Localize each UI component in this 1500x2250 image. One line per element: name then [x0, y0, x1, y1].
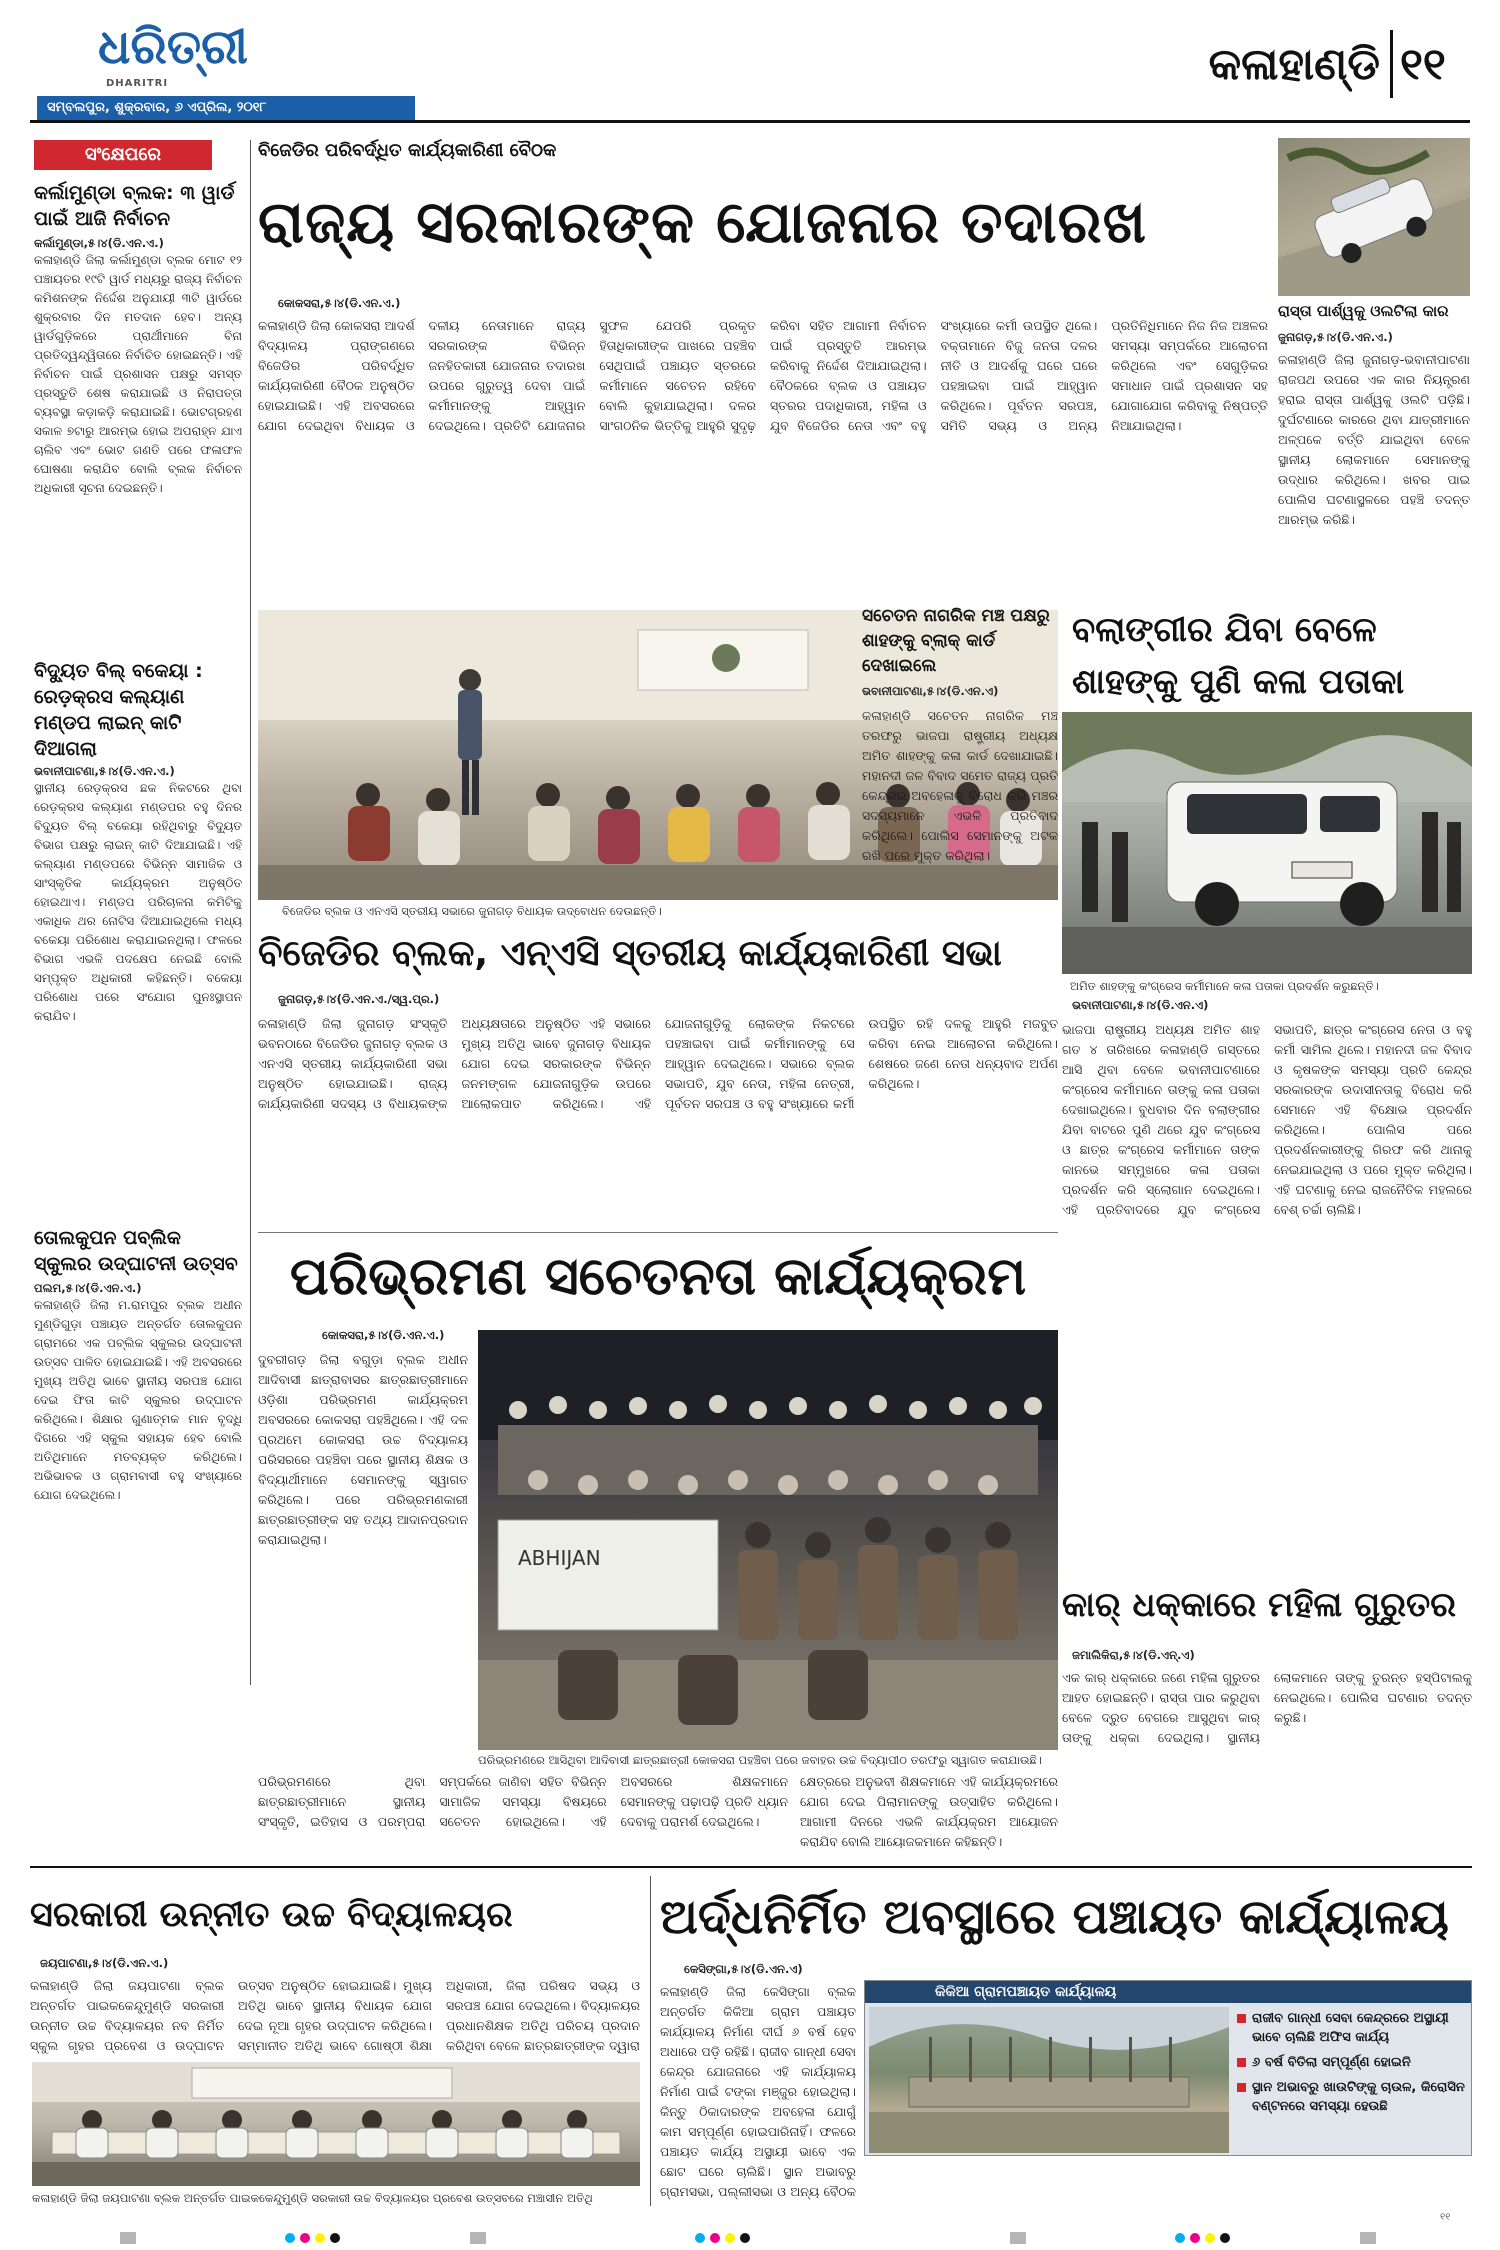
brief-title: କର୍ଲାମୁଣ୍ଡା ବ୍ଲକ: ୩ ୱାର୍ଡ ପାଇଁ ଆଜି ନିର୍ବାଚନ	[34, 182, 235, 230]
panchayat-info-box	[864, 1980, 1472, 2156]
school-stage-photo-image	[32, 2062, 640, 2186]
masthead	[0, 0, 1500, 125]
masthead-rule	[30, 120, 1470, 123]
school-body: କଳାହାଣ୍ଡି ଜିଲା ଜୟପାଟଣା ବ୍ଲକ ଅନ୍ତର୍ଗତ ପାଇକକେନ୍ଦୁମୁଣ୍ଡି ସରକାରୀ ଉନ୍ନୀତ ଉଚ୍ଚ ବିଦ୍ୟାଳୟର ନବ ନିର୍ମିତ ସ୍କୁଲ ଗୃହର ପ୍ରବେଶ ଓ ଉଦ୍‌ଘାଟନ ଉତ୍ସବ ଅନୁଷ୍ଠିତ ହୋଇଯାଇଛି। ମୁଖ୍ୟ ଅତିଥି ଭାବେ ସ୍ଥାନୀୟ ବିଧାୟକ ଯୋଗ ଦେଇ ନୂଆ ଗୃହର ଉଦ୍‌ଘାଟନ କରିଥିଲେ। ସମ୍ମାନୀତ ଅତିଥି ଭାବେ ଗୋଷ୍ଠୀ ଶିକ୍ଷା ଅଧିକାରୀ, ଜିଲା ପରିଷଦ ସଭ୍ୟ ଓ ସରପଞ୍ଚ ଯୋଗ ଦେଇଥିଲେ। ବିଦ୍ୟାଳୟର ପ୍ରଧାନଶିକ୍ଷକ ଅତିଥି ପରିଚୟ ପ୍ରଦାନ କରିଥିବା ବେଳେ ଛାତ୍ରଛାତ୍ରୀଙ୍କ ଦ୍ୱାରା	[30, 1978, 640, 2053]
bjd-block-headline: ବିଜେଡିର ବ୍ଲକ, ଏନ୍‌ଏସି ସ୍ତରୀୟ କାର୍ଯ୍ୟକାରିଣୀ ସଭା	[258, 933, 1002, 974]
brief-item	[34, 658, 242, 1218]
lead-headline: ରାଜ୍ୟ ସରକାରଙ୍କ ଯୋଜନାର ତଦାରଖ	[258, 188, 1147, 256]
car-photo-graphic	[1278, 138, 1470, 296]
sachetan-dateline: ଭବାନୀପାଟଣା,୫।୪(ଡି.ଏନ.ଏ)	[862, 684, 999, 698]
sachetan-body: କଳାହାଣ୍ଡି ସଚେତନ ନାଗରିକ ମଞ୍ଚ ତରଫରୁ ଭାଜପା ରାଷ୍ଟ୍ରୀୟ ଅଧ୍ୟକ୍ଷ ଅମିତ ଶାହଙ୍କୁ କଳା କାର୍ଡ ଦେଖାଯାଇଛି। ମହାନଦୀ ଜଳ ବିବାଦ ସମେତ ରାଜ୍ୟ ପ୍ରତି କେନ୍ଦ୍ରର ଅବହେଳାକୁ ବିରୋଧ କରି ମଞ୍ଚର ସଦସ୍ୟମାନେ ଏଭଳି ପ୍ରତିବାଦ କରିଥିଲେ। ପୋଲିସ ସେମାନଙ୍କୁ ଅଟକ ରଖି ପରେ ମୁକ୍ତ କରିଥିଲା।	[862, 708, 1058, 863]
header-divider	[1390, 30, 1393, 98]
page-number: ୧୧	[1400, 39, 1446, 90]
sachetan-headline: ସଚେତନ ନାଗରିକ ମଞ୍ଚ ପକ୍ଷରୁ ଶାହଙ୍କୁ ବ୍ଲାକ୍ କାର୍ଡ ଦେଖାଇଲେ	[862, 606, 1050, 676]
shah-headline: ବଲାଙ୍ଗୀର ଯିବା ବେଳେ ଶାହଙ୍କୁ ପୁଣି କଳା ପତାକା	[1072, 610, 1405, 702]
brief-label: ସଂକ୍ଷେପରେ	[84, 144, 162, 165]
shah-photo	[1062, 712, 1472, 974]
footer-page-code: ୧୧	[1440, 2212, 1451, 2223]
panchayat-body-bottom	[864, 2160, 1472, 2208]
panchayat-headline: ଅର୍ଦ୍ଧନିର୍ମିତ ଅବସ୍ଥାରେ ପଞ୍ଚାୟତ କାର୍ଯ୍ୟାଳୟ	[660, 1889, 1449, 1945]
tour-body-right: କ୍ଷେତ୍ରରେ ଅନୁଭବୀ ଶିକ୍ଷକମାନେ ଏହି କାର୍ଯ୍ୟକ୍ରମରେ ଯୋଗ ଦେଇ ପିଲାମାନଙ୍କୁ ଉତ୍ସାହିତ କରିଥିଲେ। ଆଗାମୀ ଦିନରେ ଏଭଳି କାର୍ଯ୍ୟକ୍ରମ ଆୟୋଜନ କରାଯିବ ବୋଲି ଆୟୋଜକମାନେ କହିଛନ୍ତି।	[800, 1774, 1058, 1849]
tour-photo	[478, 1330, 1058, 1750]
section-name: କଳାହାଣ୍ଡି	[1208, 39, 1380, 90]
lead-photo-caption: ବିଜେଡିର ବ୍ଲକ ଓ ଏନଏସି ସ୍ତରୀୟ ସଭାରେ ଜୁନାଗଡ଼ ବିଧାୟକ ଉଦ୍‌ବୋଧନ ଦେଉଛନ୍ତି।	[282, 904, 662, 918]
shah-photo-graphic	[1062, 712, 1472, 974]
panchayat-bullet	[1237, 2009, 1467, 2047]
woman-body: ଏକ କାର୍ ଧକ୍କାରେ ଜଣେ ମହିଳା ଗୁରୁତର ଆହତ ହୋଇଛନ୍ତି। ରାସ୍ତା ପାର କରୁଥିବା ବେଳେ ଦ୍ରୁତ ବେଗରେ ଆସୁଥିବା କାର୍ ତାଙ୍କୁ ଧକ୍କା ଦେଇଥିଲା। ସ୍ଥାନୀୟ ଲୋକମାନେ ତାଙ୍କୁ ତୁରନ୍ତ ହସ୍ପିଟାଲକୁ ନେଇଥିଲେ। ପୋଲିସ ଘଟଣାର ତଦନ୍ତ କରୁଛି।	[1062, 1670, 1472, 1745]
bjd-block-dateline: ଜୁନାଗଡ଼,୫।୪(ଡି.ଏନ.ଏ./ସ୍ୱ.ପ୍ର.)	[278, 992, 440, 1006]
brief-body: କଳାହାଣ୍ଡି ଜିଲା କର୍ଲାମୁଣ୍ଡା ବ୍ଲକ ମୋଟ ୧୨ ପଞ୍ଚାୟତର ୧୯ଟି ୱାର୍ଡ ମଧ୍ୟରୁ ରାଜ୍ୟ ନିର୍ବାଚନ କମିଶନଙ୍କ ନିର୍ଦ୍ଦେଶ ଅନୁଯାୟୀ ୩ଟି ୱାର୍ଡରେ ଶୁକ୍ରବାର ଦିନ ମତଦାନ ହେବ। ଅନ୍ୟ ୱାର୍ଡଗୁଡ଼ିକରେ ପ୍ରାର୍ଥୀମାନେ ବିନା ପ୍ରତିଦ୍ୱନ୍ଦ୍ୱିତାରେ ନିର୍ବାଚିତ ହୋଇଛନ୍ତି। ଏହି ନିର୍ବାଚନ ପାଇଁ ପ୍ରଶାସନ ପକ୍ଷରୁ ସମସ୍ତ ପ୍ରସ୍ତୁତି ଶେଷ କରାଯାଇଛି ଓ ନିରାପତ୍ତା ବ୍ୟବସ୍ଥା କଡ଼ାକଡ଼ି କରାଯାଇଛି। ଭୋଟଗ୍ରହଣ ସକାଳ ୭ଟାରୁ ଆରମ୍ଭ ହୋଇ ଅପରାହ୍ନ ଯାଏ ଚାଲିବ ଏବଂ ଭୋଟ ଗଣତି ପରେ ଫଳାଫଳ ଘୋଷଣା କରାଯିବ ବୋଲି ବ୍ଲକ ନିର୍ବାଚନ ଅଧିକାରୀ ସୂଚନା ଦେଇଛନ୍ତି।	[34, 253, 242, 495]
bjd-block-body: କଳାହାଣ୍ଡି ଜିଲା ଜୁନାଗଡ଼ ସଂସ୍କୃତି ଭବନଠାରେ ବିଜେଡିର ଜୁନାଗଡ଼ ବ୍ଲକ ଓ ଏନଏସି ସ୍ତରୀୟ କାର୍ଯ୍ୟକାରିଣୀ ସଭା ଅନୁଷ୍ଠିତ ହୋଇଯାଇଛି। ରାଜ୍ୟ କାର୍ଯ୍ୟକାରିଣୀ ସଦସ୍ୟ ଓ ବିଧାୟକଙ୍କ ଅଧ୍ୟକ୍ଷତାରେ ଅନୁଷ୍ଠିତ ଏହି ସଭାରେ ମୁଖ୍ୟ ଅତିଥି ଭାବେ ଜୁନାଗଡ଼ ବିଧାୟକ ଯୋଗ ଦେଇ ସରକାରଙ୍କ ବିଭିନ୍ନ ଜନମଙ୍ଗଳ ଯୋଜନାଗୁଡ଼ିକ ଉପରେ ଆଲୋକପାତ କରିଥିଲେ। ଏହି ଯୋଜନାଗୁଡ଼ିକୁ ଲୋକଙ୍କ ନିକଟରେ ପହଞ୍ଚାଇବା ପାଇଁ କର୍ମୀମାନଙ୍କୁ ସେ ଆହ୍ୱାନ ଦେଇଥିଲେ। ସଭାରେ ବ୍ଲକ ସଭାପତି, ଯୁବ ନେତା, ମହିଳା ନେତ୍ରୀ, ପୂର୍ବତନ ସରପଞ୍ଚ ଓ ବହୁ ସଂଖ୍ୟାରେ କର୍ମୀ ଉପସ୍ଥିତ ରହି ଦଳକୁ ଆହୁରି ମଜବୁତ କରିବା ନେଇ ଆଲୋଚନା କରିଥିଲେ। ଶେଷରେ ଜଣେ ନେତା ଧନ୍ୟବାଦ ଅର୍ପଣ କରିଥିଲେ।	[258, 1016, 1058, 1111]
brief-item	[34, 1225, 242, 1685]
panchayat-box-title: କିକିଆ ଗ୍ରାମପଞ୍ଚାୟତ କାର୍ଯ୍ୟାଳୟ	[865, 1981, 1471, 2003]
tour-body-left: ଦୁବରୀଗଡ଼ ଜିଲା ବଗୁଡ଼ା ବ୍ଲକ ଅଧୀନ ଆଦିବାସୀ ଛାତ୍ରାବାସର ଛାତ୍ରଛାତ୍ରୀମାନେ ଓଡ଼ିଶା ପରିଭ୍ରମଣ କାର୍ଯ୍ୟକ୍ରମ ଅବସରରେ କୋକସରା ପହଞ୍ଚିଥିଲେ। ଏହି ଦଳ ପ୍ରଥମେ କୋକସରା ଉଚ୍ଚ ବିଦ୍ୟାଳୟ ପରିସରରେ ପହଞ୍ଚିବା ପରେ ସ୍ଥାନୀୟ ଶିକ୍ଷକ ଓ ବିଦ୍ୟାର୍ଥୀମାନେ ସେମାନଙ୍କୁ ସ୍ୱାଗତ କରିଥିଲେ। ପରେ ପରିଭ୍ରମଣକାରୀ ଛାତ୍ରଛାତ୍ରୀଙ୍କ ସହ ତଥ୍ୟ ଆଦାନପ୍ରଦାନ କରାଯାଇଥିଲା।	[258, 1352, 468, 1547]
shah-dateline: ଭବାନୀପାଟଣା,୫।୪(ଡି.ଏନ.ଏ)	[1072, 998, 1209, 1012]
car-photo	[1278, 138, 1470, 296]
column-rule	[250, 140, 251, 1685]
register-marks-graphic	[0, 2228, 1500, 2246]
tour-headline: ପରିଭ୍ରମଣ ସଚେତନତା କାର୍ଯ୍ୟକ୍ରମ	[289, 1247, 1027, 1307]
panchayat-dateline: କେସିଙ୍ଗା,୫।୪(ଡି.ଏନ.ଏ)	[684, 1962, 803, 1976]
bullet-square-icon	[1237, 2014, 1246, 2023]
brief-dateline: କର୍ଲାମୁଣ୍ଡା,୫।୪(ଡି.ଏନ.ଏ.)	[34, 236, 164, 250]
panchayat-bullet	[1237, 2053, 1467, 2072]
shah-body: ଭାଜପା ରାଷ୍ଟ୍ରୀୟ ଅଧ୍ୟକ୍ଷ ଅମିତ ଶାହ ଗତ ୪ ତାରିଖରେ କଳାହାଣ୍ଡି ଗସ୍ତରେ ଆସି ଥିବା ବେଳେ ଭବାନୀପାଟଣାରେ କଂଗ୍ରେସ କର୍ମୀମାନେ ତାଙ୍କୁ କଳା ପତାକା ଦେଖାଇଥିଲେ। ବୁଧବାର ଦିନ ବଲାଙ୍ଗୀର ଯିବା ବାଟରେ ପୁଣି ଥରେ ଯୁବ କଂଗ୍ରେସ ଓ ଛାତ୍ର କଂଗ୍ରେସ କର୍ମୀମାନେ ତାଙ୍କ କାନଭେ ସମ୍ମୁଖରେ କଳା ପତାକା ପ୍ରଦର୍ଶନ କରି ସ୍ଲୋଗାନ ଦେଇଥିଲେ। ଏହି ପ୍ରତିବାଦରେ ଯୁବ କଂଗ୍ରେସ ସଭାପତି, ଛାତ୍ର କଂଗ୍ରେସ ନେତା ଓ ବହୁ କର୍ମୀ ସାମିଲ ଥିଲେ। ମହାନଦୀ ଜଳ ବିବାଦ ଓ କୃଷକଙ୍କ ସମସ୍ୟା ପ୍ରତି କେନ୍ଦ୍ର ସରକାରଙ୍କ ଉଦାସୀନତାକୁ ବିରୋଧ କରି ସେମାନେ ଏହି ବିକ୍ଷୋଭ ପ୍ରଦର୍ଶନ କରିଥିଲେ। ପୋଲିସ ପରେ ପ୍ରଦର୍ଶନକାରୀଙ୍କୁ ଗିରଫ କରି ଥାନାକୁ ନେଇଯାଇଥିଲା ଓ ପରେ ମୁକ୍ତ କରିଥିଲା। ଏହି ଘଟଣାକୁ ନେଇ ରାଜନୈତିକ ମହଲରେ ବେଶ୍ ଚର୍ଚ୍ଚା ଚାଲିଛି।	[1062, 1022, 1472, 1217]
school-dateline: ଜୟପାଟଣା,୫।୪(ଡି.ଏନ.ଏ.)	[40, 1956, 169, 1970]
car-body: କଳାହାଣ୍ଡି ଜିଲା ଜୁନାଗଡ଼-ଭବାନୀପାଟଣା ରାଜପଥ ଉପରେ ଏକ କାର ନିୟନ୍ତ୍ରଣ ହରାଇ ରାସ୍ତା ପାର୍ଶ୍ୱକୁ ଓଲଟି ପଡ଼ିଛି। ଦୁର୍ଘଟଣାରେ କାରରେ ଥିବା ଯାତ୍ରୀମାନେ ଅଳ୍ପକେ ବର୍ତ୍ତି ଯାଇଥିବା ବେଳେ ସ୍ଥାନୀୟ ଲୋକମାନେ ସେମାନଙ୍କୁ ଉଦ୍ଧାର କରିଥିଲେ। ଖବର ପାଇ ପୋଲିସ ଘଟଣାସ୍ଥଳରେ ପହଞ୍ଚି ତଦନ୍ତ ଆରମ୍ଭ କରିଛି।	[1278, 352, 1470, 527]
section-rule	[258, 1232, 1058, 1233]
masthead-dateline: ସମ୍ବଲପୁର, ଶୁକ୍ରବାର, ୬ ଏପ୍ରିଲ, ୨୦୧୮	[47, 100, 267, 115]
brief-label-box	[34, 140, 212, 170]
brief-title: ତୋଲକୁପନ ପବ୍ଲିକ ସ୍କୁଲର ଉଦ୍‌ଘାଟନୀ ଉତ୍ସବ	[34, 1227, 238, 1275]
bullet-square-icon	[1237, 2083, 1246, 2092]
panchayat-bullet-text: ୬ ବର୍ଷ ବିତିଲା ସମ୍ପୂର୍ଣ୍ଣ ହୋଇନି	[1252, 2055, 1411, 2070]
tour-dateline: କୋକସରା,୫।୪(ଡି.ଏନ.ଏ.)	[322, 1328, 445, 1342]
brief-body: ସ୍ଥାନୀୟ ରେଡ଼କ୍ରସ ଛକ ନିକଟରେ ଥିବା ରେଡ଼କ୍ରସ କଲ୍ୟାଣ ମଣ୍ଡପର ବହୁ ଦିନର ବିଦ୍ୟୁତ ବିଲ୍ ବକେୟା ରହିଥିବାରୁ ବିଦ୍ୟୁତ ବିଭାଗ ପକ୍ଷରୁ ଲାଇନ୍ କାଟି ଦିଆଯାଇଛି। ଏହି କଲ୍ୟାଣ ମଣ୍ଡପରେ ବିଭିନ୍ନ ସାମାଜିକ ଓ ସାଂସ୍କୃତିକ କାର୍ଯ୍ୟକ୍ରମ ଅନୁଷ୍ଠିତ ହୋଇଥାଏ। ମଣ୍ଡପ ପରିଚାଳନା କମିଟିକୁ ଏକାଧିକ ଥର ନୋଟିସ ଦିଆଯାଇଥିଲେ ମଧ୍ୟ ବକେୟା ପରିଶୋଧ କରାଯାଇନଥିଲା। ଫଳରେ ବିଭାଗ ଏଭଳି ପଦକ୍ଷେପ ନେଇଛି ବୋଲି ସମ୍ପୃକ୍ତ ଅଧିକାରୀ କହିଛନ୍ତି। ବକେୟା ପରିଶୋଧ ପରେ ସଂଯୋଗ ପୁନଃସ୍ଥାପନ କରାଯିବ।	[34, 781, 242, 1023]
lead-kicker: ବିଜେଡିର ପରିବର୍ଦ୍ଧିତ କାର୍ଯ୍ୟକାରିଣୀ ବୈଠକ	[258, 140, 557, 161]
bottom-section-rule	[30, 1866, 1472, 1868]
tour-photo-caption: ପରିଭ୍ରମଣରେ ଆସିଥିବା ଆଦିବାସୀ ଛାତ୍ରଛାତ୍ରୀ କୋକସରା ପହଞ୍ଚିବା ପରେ ଜବାହର ଉଚ୍ଚ ବିଦ୍ୟାପୀଠ ତରଫରୁ ସ୍ୱାଗତ କରାଯାଉଛି।	[478, 1753, 1042, 1767]
svg-text:ABHIJAN: ABHIJAN	[518, 1546, 601, 1570]
shah-photo-caption: ଅମିତ ଶାହଙ୍କୁ କଂଗ୍ରେସ କର୍ମୀମାନେ କଳା ପତାକା ପ୍ରଦର୍ଶନ କରୁଛନ୍ତି।	[1070, 979, 1379, 993]
panchayat-body: କଳାହାଣ୍ଡି ଜିଲା କେସିଙ୍ଗା ବ୍ଲକ ଅନ୍ତର୍ଗତ କିକିଆ ଗ୍ରାମ ପଞ୍ଚାୟତ କାର୍ଯ୍ୟାଳୟ ନିର୍ମାଣ ଦୀର୍ଘ ୬ ବର୍ଷ ହେବ ଅଧାରେ ପଡ଼ି ରହିଛି। ରାଜୀବ ଗାନ୍ଧୀ ସେବା କେନ୍ଦ୍ର ଯୋଜନାରେ ଏହି କାର୍ଯ୍ୟାଳୟ ନିର୍ମାଣ ପାଇଁ ଟଙ୍କା ମଞ୍ଜୁର ହୋଇଥିଲା। କିନ୍ତୁ ଠିକାଦାରଙ୍କ ଅବହେଳା ଯୋଗୁଁ କାମ ସମ୍ପୂର୍ଣ୍ଣ ହୋଇପାରିନାହିଁ। ଫଳରେ ପଞ୍ଚାୟତ କାର୍ଯ୍ୟ ଅସ୍ଥାୟୀ ଭାବେ ଏକ ଛୋଟ ଘରେ ଚାଲିଛି। ସ୍ଥାନ ଅଭାବରୁ ଗ୍ରାମସଭା, ପଲ୍ଲୀସଭା ଓ ଅନ୍ୟ ବୈଠକ	[660, 1984, 856, 2199]
lead-body: କଳାହାଣ୍ଡି ଜିଲା କୋକସରା ଆଦର୍ଶ ବିଦ୍ୟାଳୟ ପ୍ରାଙ୍ଗଣରେ ବିଜେଡିର ପରିବର୍ଦ୍ଧିତ କାର୍ଯ୍ୟକାରିଣୀ ବୈଠକ ଅନୁଷ୍ଠିତ ହୋଇଯାଇଛି। ଏହି ଅବସରରେ ଯୋଗ ଦେଇଥିବା ବିଧାୟକ ଓ ଦଳୀୟ ନେତାମାନେ ରାଜ୍ୟ ସରକାରଙ୍କ ବିଭିନ୍ନ ଜନହିତକାରୀ ଯୋଜନାର ତଦାରଖ ଉପରେ ଗୁରୁତ୍ୱ ଦେବା ପାଇଁ କର୍ମୀମାନଙ୍କୁ ଆହ୍ୱାନ ଦେଇଥିଲେ। ପ୍ରତିଟି ଯୋଜନାର ସୁଫଳ ଯେପରି ପ୍ରକୃତ ହିତାଧିକାରୀଙ୍କ ପାଖରେ ପହଞ୍ଚିବ ସେଥିପାଇଁ ପଞ୍ଚାୟତ ସ୍ତରରେ କର୍ମୀମାନେ ସଚେତନ ରହିବେ ବୋଲି କୁହାଯାଇଥିଲା। ଦଳର ସାଂଗଠନିକ ଭିତ୍ତିକୁ ଆହୁରି ସୁଦୃଢ଼ କରିବା ସହିତ ଆଗାମୀ ନିର୍ବାଚନ ପାଇଁ ପ୍ରସ୍ତୁତି ଆରମ୍ଭ କରିବାକୁ ନିର୍ଦ୍ଦେଶ ଦିଆଯାଇଥିଲା। ବୈଠକରେ ବ୍ଲକ ଓ ପଞ୍ଚାୟତ ସ୍ତରର ପଦାଧିକାରୀ, ମହିଳା ଓ ଯୁବ ବିଜେଡିର ନେତା ଏବଂ ବହୁ ସଂଖ୍ୟାରେ କର୍ମୀ ଉପସ୍ଥିତ ଥିଲେ। ବକ୍ତାମାନେ ବିଜୁ ଜନତା ଦଳର ନୀତି ଓ ଆଦର୍ଶକୁ ଘରେ ଘରେ ପହଞ୍ଚାଇବା ପାଇଁ ଆହ୍ୱାନ କରିଥିଲେ। ପୂର୍ବତନ ସରପଞ୍ଚ, ସମିତି ସଭ୍ୟ ଓ ଅନ୍ୟ ପ୍ରତିନିଧିମାନେ ନିଜ ନିଜ ଅଞ୍ଚଳର ସମସ୍ୟା ସମ୍ପର୍କରେ ଆଲୋଚନା କରିଥିଲେ ଏବଂ ସେଗୁଡ଼ିକର ସମାଧାନ ପାଇଁ ପ୍ରଶାସନ ସହ ଯୋଗାଯୋଗ କରିବାକୁ ନିଷ୍ପତ୍ତି ନିଆଯାଇଥିଲା।	[258, 318, 1268, 433]
tour-body-mid: ପରିଭ୍ରମଣରେ ଥିବା ଛାତ୍ରଛାତ୍ରୀମାନେ ସ୍ଥାନୀୟ ସଂସ୍କୃତି, ଇତିହାସ ଓ ପରମ୍ପରା ସମ୍ପର୍କରେ ଜାଣିବା ସହିତ ବିଭିନ୍ନ ସାମାଜିକ ସମସ୍ୟା ବିଷୟରେ ସଚେତନ ହୋଇଥିଲେ। ଏହି ଅବସରରେ ଶିକ୍ଷକମାନେ ସେମାନଙ୍କୁ ପଢ଼ାପଢ଼ି ପ୍ରତି ଧ୍ୟାନ ଦେବାକୁ ପରାମର୍ଶ ଦେଇଥିଲେ।	[258, 1774, 788, 1829]
brief-item	[34, 180, 242, 650]
print-register-marks	[0, 2228, 1500, 2246]
panchayat-photo-image	[869, 2007, 1229, 2153]
woman-headline: କାର୍ ଧକ୍କାରେ ମହିଳା ଗୁରୁତର	[1062, 1585, 1457, 1625]
tour-photo-graphic	[478, 1330, 1058, 1750]
dateline-band	[37, 96, 415, 120]
car-photo-caption: ରାସ୍ତା ପାର୍ଶ୍ୱକୁ ଓଲଟିଲା କାର	[1278, 302, 1449, 320]
panchayat-bullet	[1237, 2078, 1467, 2116]
logo: ଧରିତ୍ରୀ	[98, 19, 248, 75]
school-photo-caption: କଳାହାଣ୍ଡି ଜିଲା ଜୟପାଟଣା ବ୍ଲକ ଅନ୍ତର୍ଗତ ପାଇକକେନ୍ଦୁମୁଣ୍ଡି ସରକାରୀ ଉଚ୍ଚ ବିଦ୍ୟାଳୟର ପ୍ରବେଶ ଉତ୍ସବରେ ମଞ୍ଚାସୀନ ଅତିଥି	[32, 2191, 593, 2205]
car-dateline: ଜୁନାଗଡ଼,୫।୪(ଡି.ଏନ.ଏ.)	[1278, 330, 1393, 344]
bullet-square-icon	[1237, 2058, 1246, 2067]
panchayat-bullet-text: ସ୍ଥାନ ଅଭାବରୁ ଖାଉଟିଙ୍କୁ ଚାଉଳ, କିରୋସିନ ବଣ୍ଟନରେ ସମସ୍ୟା ହେଉଛି	[1252, 2080, 1465, 2114]
panchayat-bullets	[1237, 2009, 1467, 2122]
logo-subtitle: DHARITRI	[106, 78, 169, 89]
school-headline: ସରକାରୀ ଉନ୍ନୀତ ଉଚ୍ଚ ବିଦ୍ୟାଳୟର	[30, 1895, 513, 1935]
lead-dateline: କୋକସରା,୫।୪(ଡି.ଏନ.ଏ.)	[278, 296, 401, 310]
brief-title: ବିଦ୍ୟୁତ ବିଲ୍ ବକେୟା : ରେଡ଼କ୍ରସ କଲ୍ୟାଣ ମଣ୍ଡପ ଲାଇନ୍ କାଟି ଦିଆଗଲା	[34, 660, 203, 760]
bottom-column-rule	[650, 1876, 651, 2206]
brief-dateline: ପଲମ,୫।୪(ଡି.ଏନ.ଏ.)	[34, 1281, 142, 1295]
woman-dateline: ଜମାଲିକିରା,୫।୪(ଡି.ଏନ୍.ଏ)	[1072, 1648, 1195, 1662]
panchayat-bullet-text: ରାଜୀବ ଗାନ୍ଧୀ ସେବା କେନ୍ଦ୍ରରେ ଅସ୍ଥାୟୀ ଭାବେ ଚାଲିଛି ଅଫିସ କାର୍ଯ୍ୟ	[1252, 2011, 1449, 2045]
brief-body: କଳାହାଣ୍ଡି ଜିଲା ମ.ରାମପୁର ବ୍ଲକ ଅଧୀନ ମୁଣ୍ଡିଗୁଡ଼ା ପଞ୍ଚାୟତ ଅନ୍ତର୍ଗତ ତୋଲକୁପନ ଗ୍ରାମରେ ଏକ ପବ୍ଲିକ ସ୍କୁଲର ଉଦ୍‌ଘାଟନୀ ଉତ୍ସବ ପାଳିତ ହୋଇଯାଇଛି। ଏହି ଅବସରରେ ମୁଖ୍ୟ ଅତିଥି ଭାବେ ସ୍ଥାନୀୟ ସରପଞ୍ଚ ଯୋଗ ଦେଇ ଫିତା କାଟି ସ୍କୁଲର ଉଦ୍‌ଘାଟନ କରିଥିଲେ। ଶିକ୍ଷାର ଗୁଣାତ୍ମକ ମାନ ବୃଦ୍ଧି ଦିଗରେ ଏହି ସ୍କୁଲ ସହାୟକ ହେବ ବୋଲି ଅତିଥିମାନେ ମତବ୍ୟକ୍ତ କରିଥିଲେ। ଅଭିଭାବକ ଓ ଗ୍ରାମବାସୀ ବହୁ ସଂଖ୍ୟାରେ ଯୋଗ ଦେଇଥିଲେ।	[34, 1298, 242, 1502]
brief-dateline: ଭବାନୀପାଟଣା,୫।୪(ଡି.ଏନ.ଏ.)	[34, 764, 175, 778]
